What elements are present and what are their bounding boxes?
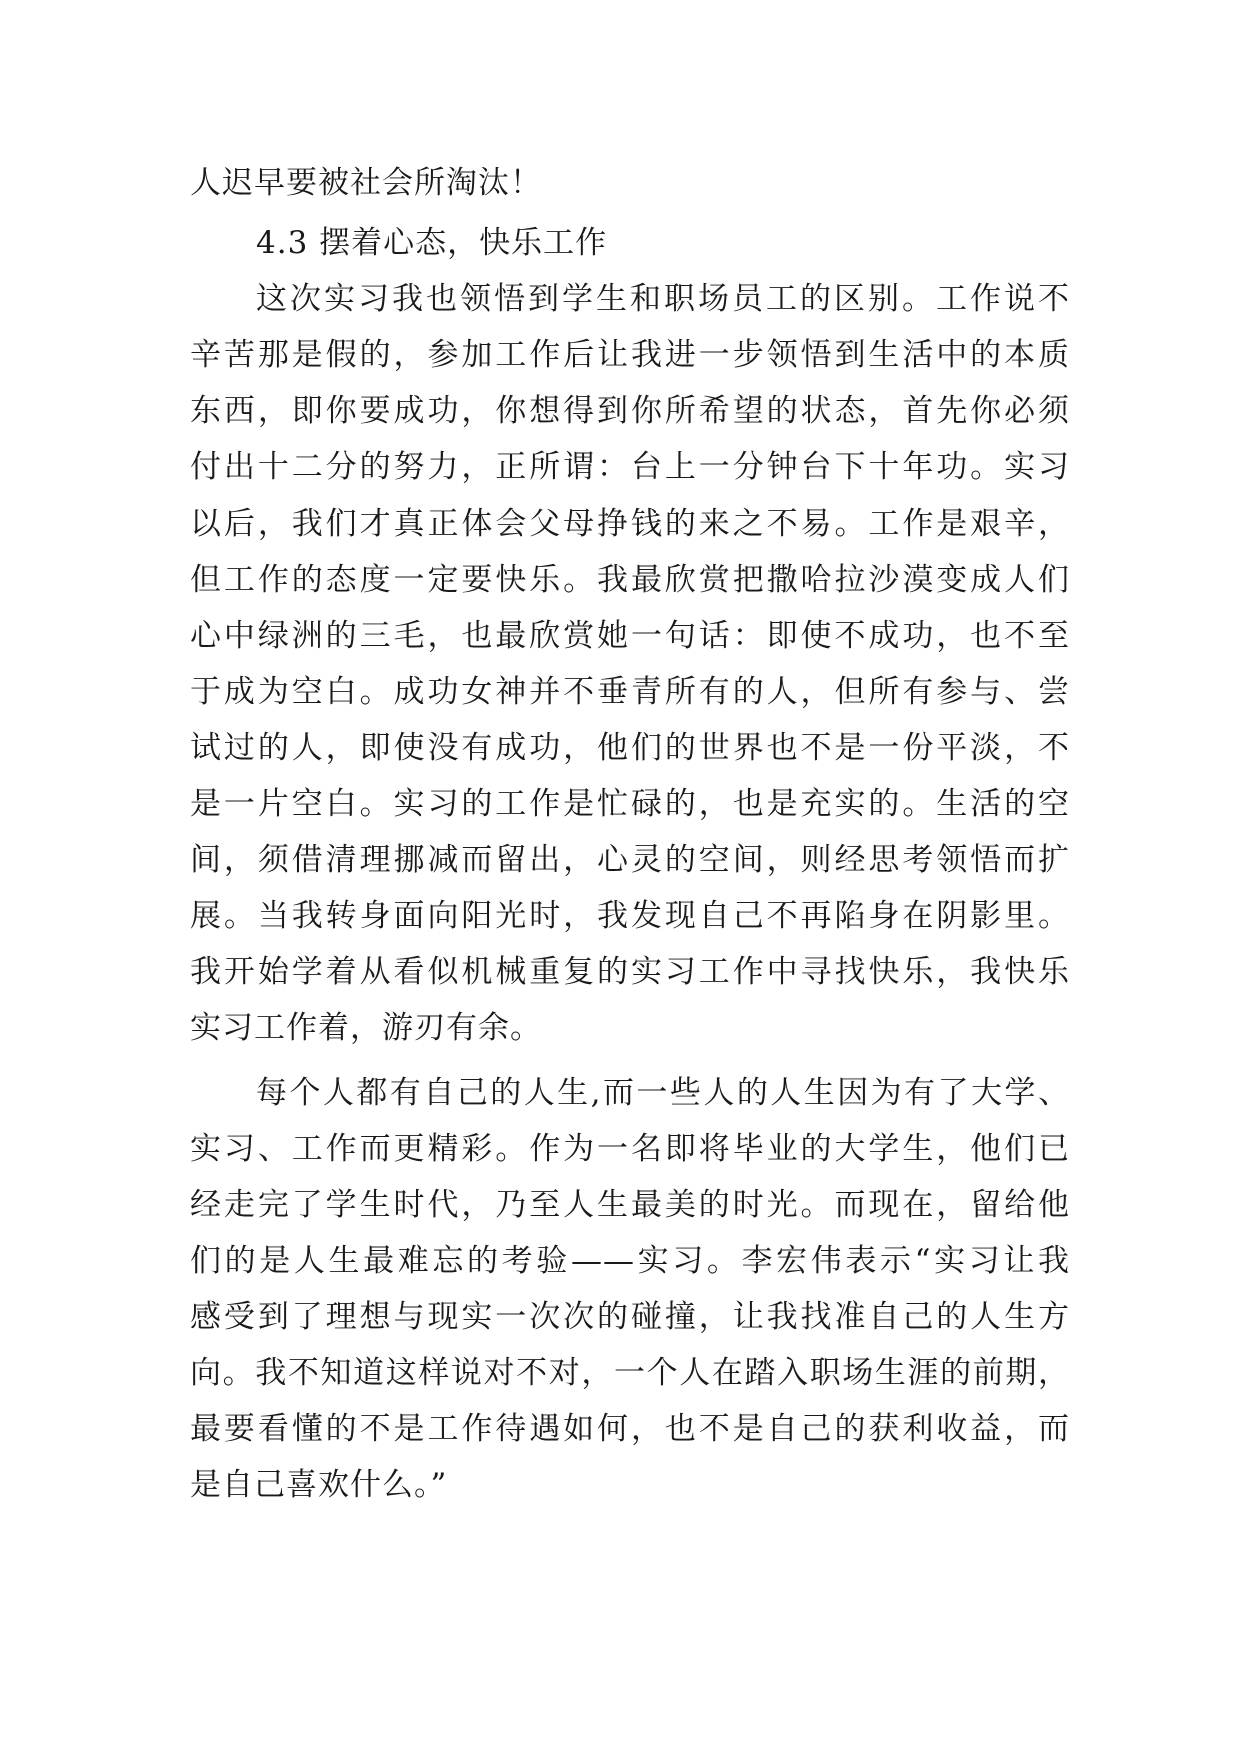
paragraph-line: 展。当我转身面向阳光时，我发现自己不再陷身在阴影里。 [190,898,1070,934]
paragraph-line: 但工作的态度一定要快乐。我最欣赏把撒哈拉沙漠变成人们 [190,562,1070,598]
paragraph-line: 心中绿洲的三毛，也最欣赏她一句话：即使不成功，也不至 [190,618,1070,654]
paragraph-line: 是一片空白。实习的工作是忙碌的，也是充实的。生活的空 [190,786,1070,822]
paragraph-line: 东西，即你要成功，你想得到你所希望的状态，首先你必须 [190,393,1070,429]
paragraph-line: 感受到了理想与现实一次次的碰撞，让我找准自己的人生方 [190,1299,1070,1335]
paragraph-line: 付出十二分的努力，正所谓：台上一分钟台下十年功。实习 [190,449,1070,485]
paragraph-line: 实习、工作而更精彩。作为一名即将毕业的大学生，他们已 [190,1131,1070,1167]
paragraph-line: 于成为空白。成功女神并不垂青所有的人，但所有参与、尝 [190,674,1070,710]
paragraph-line: 最要看懂的不是工作待遇如何，也不是自己的获利收益，而 [190,1411,1070,1447]
paragraph-line: 每个人都有自己的人生,而一些人的人生因为有了大学、 [256,1075,1070,1111]
paragraph-line: 经走完了学生时代，乃至人生最美的时光。而现在，留给他 [190,1187,1070,1223]
paragraph-line: 是自己喜欢什么。” [190,1467,448,1503]
section-heading: 4.3 摆着心态，快乐工作 [256,225,608,261]
paragraph-line: 这次实习我也领悟到学生和职场员工的区别。工作说不 [256,281,1070,317]
paragraph-line: 间，须借清理挪减而留出，心灵的空间，则经思考领悟而扩 [190,842,1070,878]
paragraph-line: 辛苦那是假的，参加工作后让我进一步领悟到生活中的本质 [190,337,1070,373]
paragraph-line: 我开始学着从看似机械重复的实习工作中寻找快乐，我快乐 [190,954,1070,990]
paragraph-line: 人迟早要被社会所淘汰！ [190,165,542,201]
paragraph-line: 以后，我们才真正体会父母挣钱的来之不易。工作是艰辛， [190,506,1070,542]
paragraph-line: 们的是人生最难忘的考验——实习。李宏伟表示“实习让我 [190,1243,1070,1279]
paragraph-line: 实习工作着，游刃有余。 [190,1010,542,1046]
paragraph-line: 向。我不知道这样说对不对，一个人在踏入职场生涯的前期， [190,1355,1070,1391]
paragraph-line: 试过的人，即使没有成功，他们的世界也不是一份平淡，不 [190,730,1070,766]
